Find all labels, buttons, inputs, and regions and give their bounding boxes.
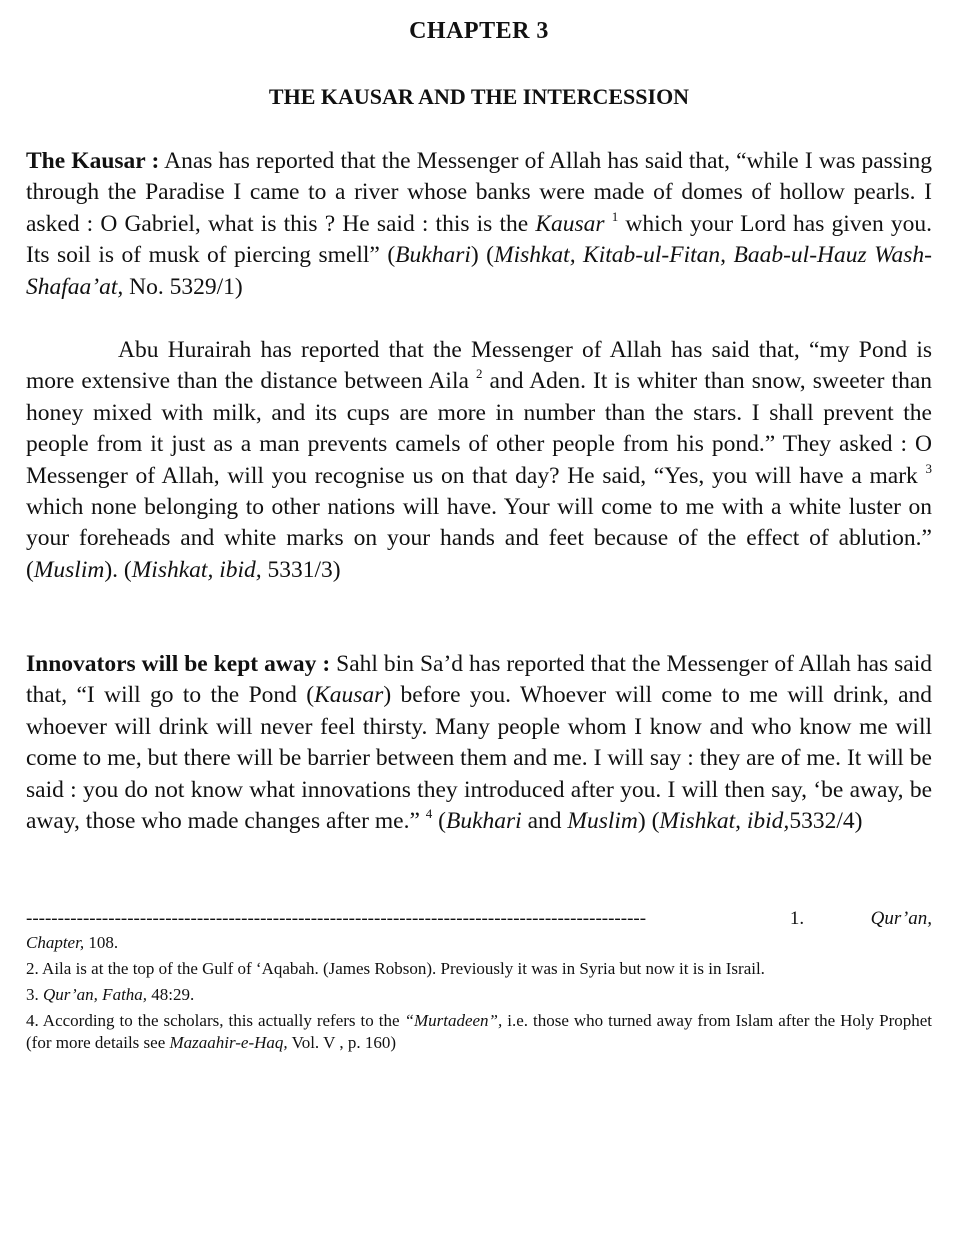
paragraph-innovators: Innovators will be kept away : Sahl bin Sa’d has reported that the Messenger of Allah has said that, “I will go to the Pond (Kausar) before you. Whoever will come to me will drink, and whoever will drink will never feel thirsty. Many people whom I know and who know me will come to me, but there will be barrier between them and me. I will say : they are of me. It will be said : you do not know what innovations they introduced after you. I will then say, ‘be away, be away, those who made changes after me.” $^4$ (Bukhari and Muslim) (Mishkat, ibid,5332/4)	[26, 651, 933, 835]
chapter-number: CHAPTER 3	[409, 18, 549, 44]
footnote-1-start: 1. Qur’an,	[786, 906, 932, 932]
footnote-3: 3. Qur’an, Fatha, 48:29.	[26, 985, 195, 1004]
footnote-4: 4. According to the scholars, this actually refers to the “Murtadeen”, i.e. those who turned away from Islam after the Holy Prophet (for more details see Mazaahir-e-Haq, Vol. V , p. 160)	[26, 1011, 932, 1052]
paragraph-pond: Abu Hurairah has reported that the Messenger of Allah has said that, “my Pond is more extensive than the distance between Aila $^2$ and Aden. It is whiter than snow, sweeter than honey mixed with milk, and its cups are more in number than the stars. I shall prevent the people from it just as a man prevents camels of other people from his pond.” They asked : O Messenger of Allah, will you recognise us on that day? He said, “Yes, you will have a mark $^3$ which none belonging to other nations will have. Your will come to me with a white luster on your foreheads and white marks on your hands and feet because of the effect of ablution.” (Muslim). (Mishkat, ibid, 5331/3)	[26, 337, 932, 583]
section-heading-innovators: Innovators will be kept away :	[26, 651, 331, 677]
footnote-marker-3: 3	[925, 460, 932, 476]
footnote-marker-2: 2	[475, 366, 483, 382]
footnote-1: Chapter, 108.	[26, 933, 119, 952]
footnote-separator: -------------------------------------------------------------------------------------------------- 1. Qur’an,	[26, 906, 932, 932]
section-heading-kausar: The Kausar :	[26, 148, 160, 174]
footnote-2: 2. Aila is at the top of the Gulf of ‘Aqabah. (James Robson). Previously it was in Syria but now it is in Israil.	[26, 959, 765, 978]
footnotes-list	[26, 958, 932, 1058]
chapter-title: THE KAUSAR AND THE INTERCESSION	[268, 84, 690, 109]
footnote-marker-1: 1	[611, 208, 619, 224]
footnote-marker-4: 4	[425, 806, 433, 822]
paragraph-kausar: The Kausar : Anas has reported that the Messenger of Allah has said that, “while I was passing through the Paradise I came to a river whose banks were made of domes of hollow pearls. I asked : O Gabriel, what is this ? He said : this is the Kausar $^1$ which your Lord has given you. Its soil is of musk of piercing smell” (Bukhari) (Mishkat, Kitab-ul-Fitan, Baab-ul-Hauz Wash-Shafaa’at, No. 5329/1)	[26, 148, 932, 300]
